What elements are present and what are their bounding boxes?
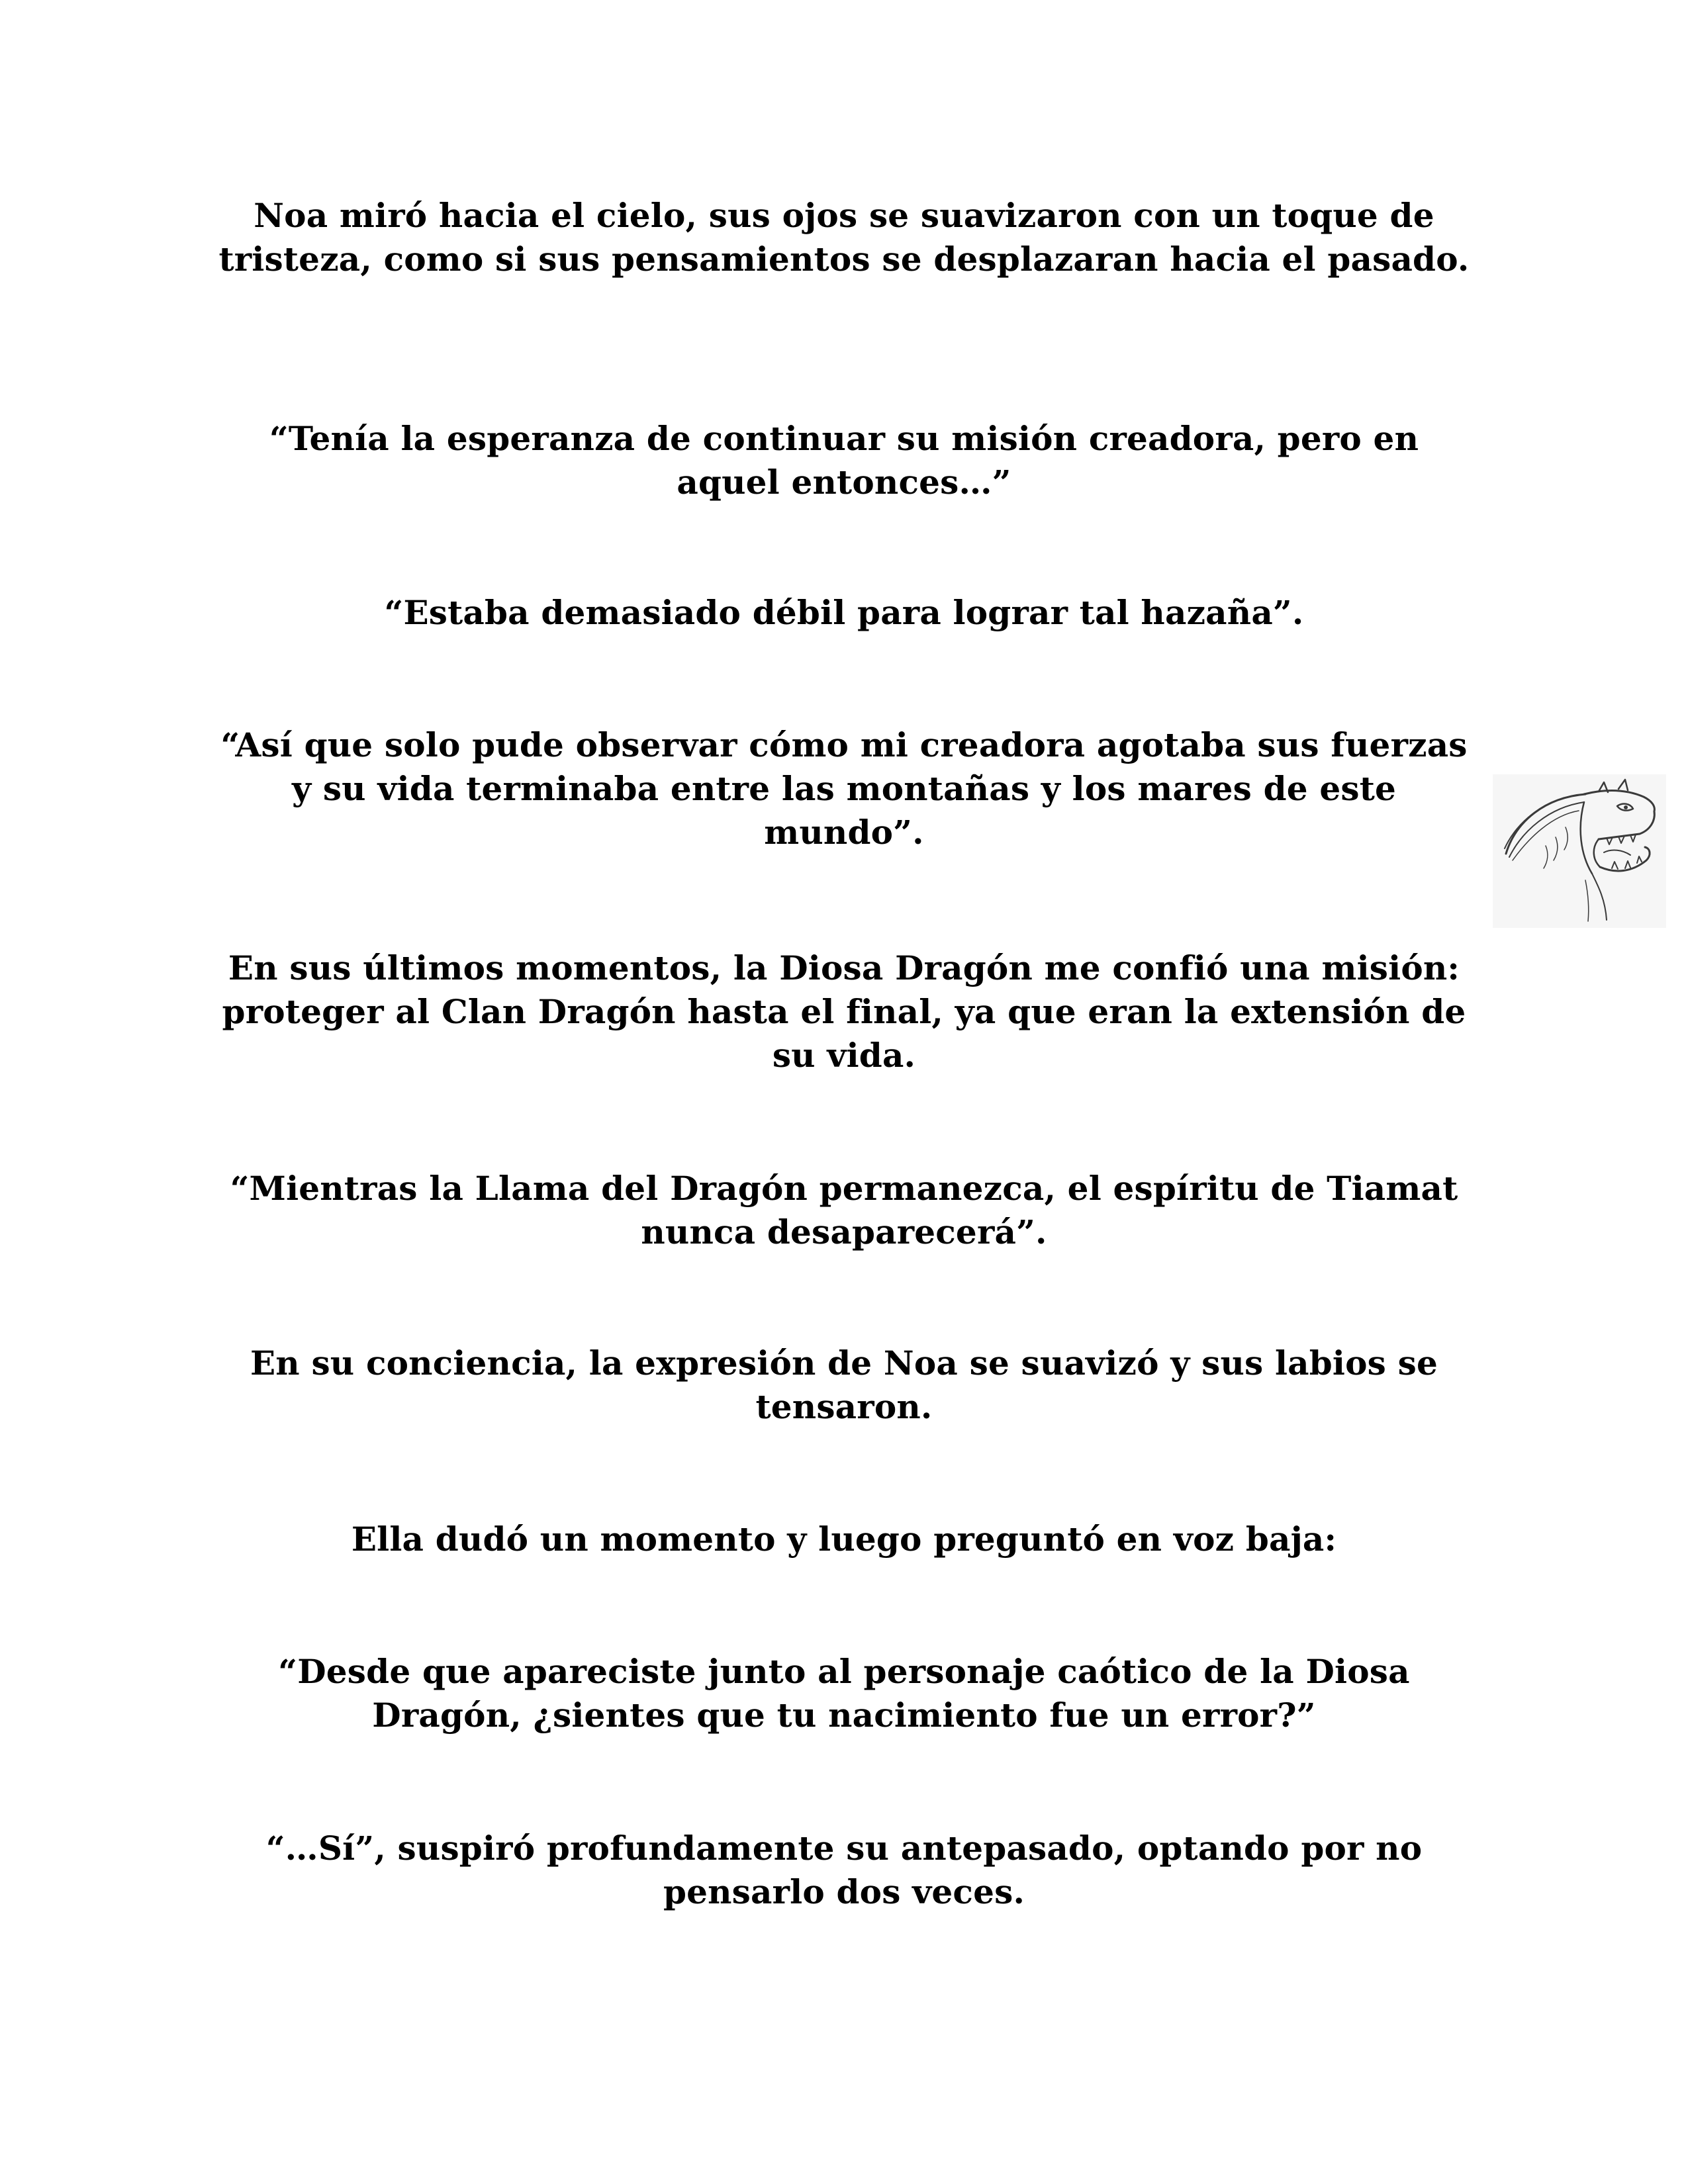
paragraph: En su conciencia, la expresión de Noa se suavizó y sus labios se tensaron. [250,1343,1438,1426]
paragraph: Ella dudó un momento y luego preguntó en voz baja: [351,1520,1337,1559]
paragraph: “Estaba demasiado débil para lograr tal hazaña”. [384,593,1304,632]
paragraph: “Así que solo pude observar cómo mi creadora agotaba sus fuerzas y su vida terminaba entre las montañas y los mares de este mundo”. [220,725,1468,852]
paragraph: “Mientras la Llama del Dragón permanezca, el espíritu de Tiamat nunca desaparecerá”. [230,1169,1458,1251]
paragraph: “…Sí”, suspiró profundamente su antepasado, optando por no pensarlo dos veces. [265,1829,1423,1911]
dragon-head-sketch-icon [1493,774,1666,928]
paragraph: “Desde que apareciste junto al personaje caótico de la Diosa Dragón, ¿sientes que tu nacimiento fue un error?” [278,1652,1410,1735]
paragraph: “Tenía la esperanza de continuar su misión creadora, pero en aquel entonces…” [269,419,1419,502]
paragraph: En sus últimos momentos, la Diosa Dragón me confió una misión: proteger al Clan Dragón hasta el final, ya que eran la extensión de su vida. [222,948,1466,1075]
paragraph: Noa miró hacia el cielo, sus ojos se suavizaron con un toque de tristeza, como si sus pensamientos se desplazaran hacia el pasado. [218,196,1470,279]
